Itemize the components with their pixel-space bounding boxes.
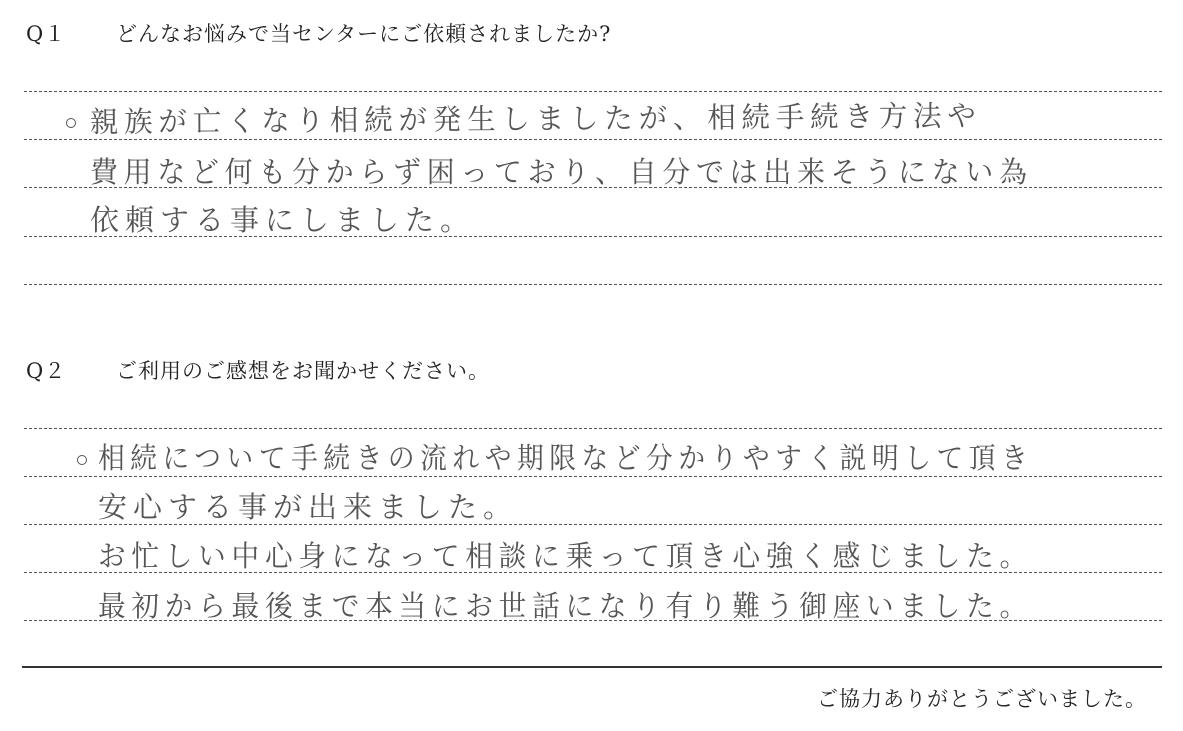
answer-1-line-1: 親族が亡くなり相続が発生しましたが、相続手続き方法や <box>89 98 982 140</box>
question-1-number: Q１ <box>26 22 67 46</box>
question-2-text: ご利用のご感想をお聞かせください。 <box>116 359 490 383</box>
answer-1-line-3: 依頼する事にしました。 <box>90 203 476 237</box>
footer-divider <box>22 666 1162 668</box>
ruled-line <box>24 91 1162 92</box>
answer-2-line-1: 相続について手続きの流れや期限など分かりやすく説明して頂き <box>98 441 1034 475</box>
answer-2-line-4: 最初から最後まで本当にお世話になり有り難う御座いました。 <box>98 589 1033 623</box>
thanks-message: ご協力ありがとうございました。 <box>817 687 1147 711</box>
ruled-line <box>24 428 1162 429</box>
question-1 <box>26 18 611 48</box>
bullet-mark <box>77 455 87 465</box>
answer-2-line-2: 安心する事が出来ました。 <box>98 490 519 524</box>
bullet-mark <box>66 118 76 128</box>
question-2 <box>26 355 490 385</box>
ruled-line <box>24 284 1162 285</box>
question-2-number: Q２ <box>26 359 67 383</box>
question-1-text: どんなお悩みで当センターにご依頼されましたか? <box>116 22 612 46</box>
answer-1-line-2: 費用など何も分からず困っており、自分では出来そうにない為 <box>90 155 1033 189</box>
answer-2-line-3: お忙しい中心身になって相談に乗って頂き心強く感じました。 <box>98 539 1033 573</box>
